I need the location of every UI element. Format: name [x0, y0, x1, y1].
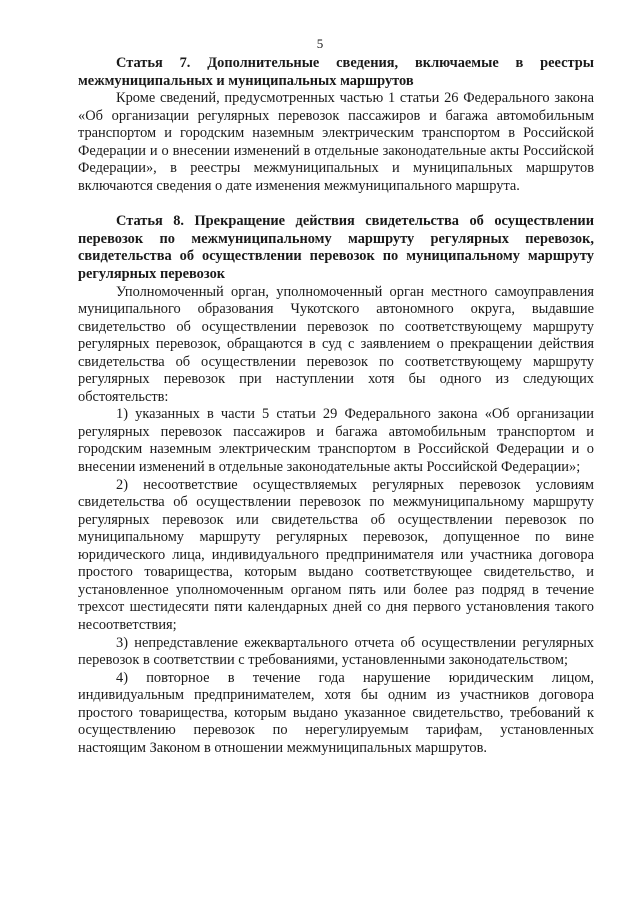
- article-7-heading: Статья 7. Дополнительные сведения, включаемые в реестры межмуниципальных и муниципальных маршрутов: [78, 55, 594, 89]
- article-8: [78, 213, 594, 757]
- page-number: 5: [316, 36, 324, 51]
- article-8-heading: Статья 8. Прекращение действия свидетельства об осуществлении перевозок по межмуниципальному маршруту регулярных перевозок, свидетельства об осуществлении перевозок по муниципальному маршруту регулярных перевозок: [78, 213, 594, 283]
- section-spacer: [78, 195, 594, 213]
- article-8-item-4: 4) повторное в течение года нарушение юридическим лицом, индивидуальным предпринимателем, хотя бы одним из участников договора простого товарищества, которым выдано указанное свидетельство, требований к осуществлению перевозок по нерегулируемым тарифам, установленных настоящим Законом в отношении межмуниципальных маршрутов.: [78, 669, 594, 756]
- document-body: [78, 55, 594, 757]
- article-8-paragraph-intro: Уполномоченный орган, уполномоченный орган местного самоуправления муниципального образования Чукотского автономного округа, выдавшие свидетельство об осуществлении перевозок по соответствующему маршруту регулярных перевозок, обращаются в суд с заявлением о прекращении действия свидетельства об осуществлении перевозок по соответствующему маршруту регулярных перевозок при наступлении хотя бы одного из следующих обстоятельств:: [78, 283, 594, 405]
- article-8-item-3: 3) непредставление ежеквартального отчета об осуществлении регулярных перевозок в соответствии с требованиями, установленными законодательством;: [78, 634, 594, 669]
- article-7-paragraph-1: Кроме сведений, предусмотренных частью 1 статьи 26 Федерального закона «Об организации регулярных перевозок пассажиров и багажа автомобильным транспортом и городским наземным электрическим транспортом в Российской Федерации и о внесении изменений в отдельные законодательные акты Российской Федерации», в реестры межмуниципальных и муниципальных маршрутов включаются сведения о дате изменения межмуниципального маршрута.: [78, 90, 594, 194]
- article-8-item-1: 1) указанных в части 5 статьи 29 Федерального закона «Об организации регулярных перевозок пассажиров и багажа автомобильным транспортом и городским наземным электрическим транспортом в Российской Федерации и о внесении изменений в отдельные законодательные акты Российской Федерации»;: [78, 406, 594, 476]
- article-8-item-2: 2) несоответствие осуществляемых регулярных перевозок условиям свидетельства об осуществлении перевозок по межмуниципальному маршруту регулярных перевозок или свидетельства об осуществлении перевозок по муниципальному маршруту регулярных перевозок, допущенное по вине юридического лица, индивидуального предпринимателя или участника договора простого товарищества, которым выдано соответствующее свидетельство, и установленное уполномоченным органом пять или более раз подряд в течение трехсот шестидесяти пяти календарных дней со дня первого установления такого несоответствия;: [78, 476, 594, 633]
- article-7: [78, 55, 594, 195]
